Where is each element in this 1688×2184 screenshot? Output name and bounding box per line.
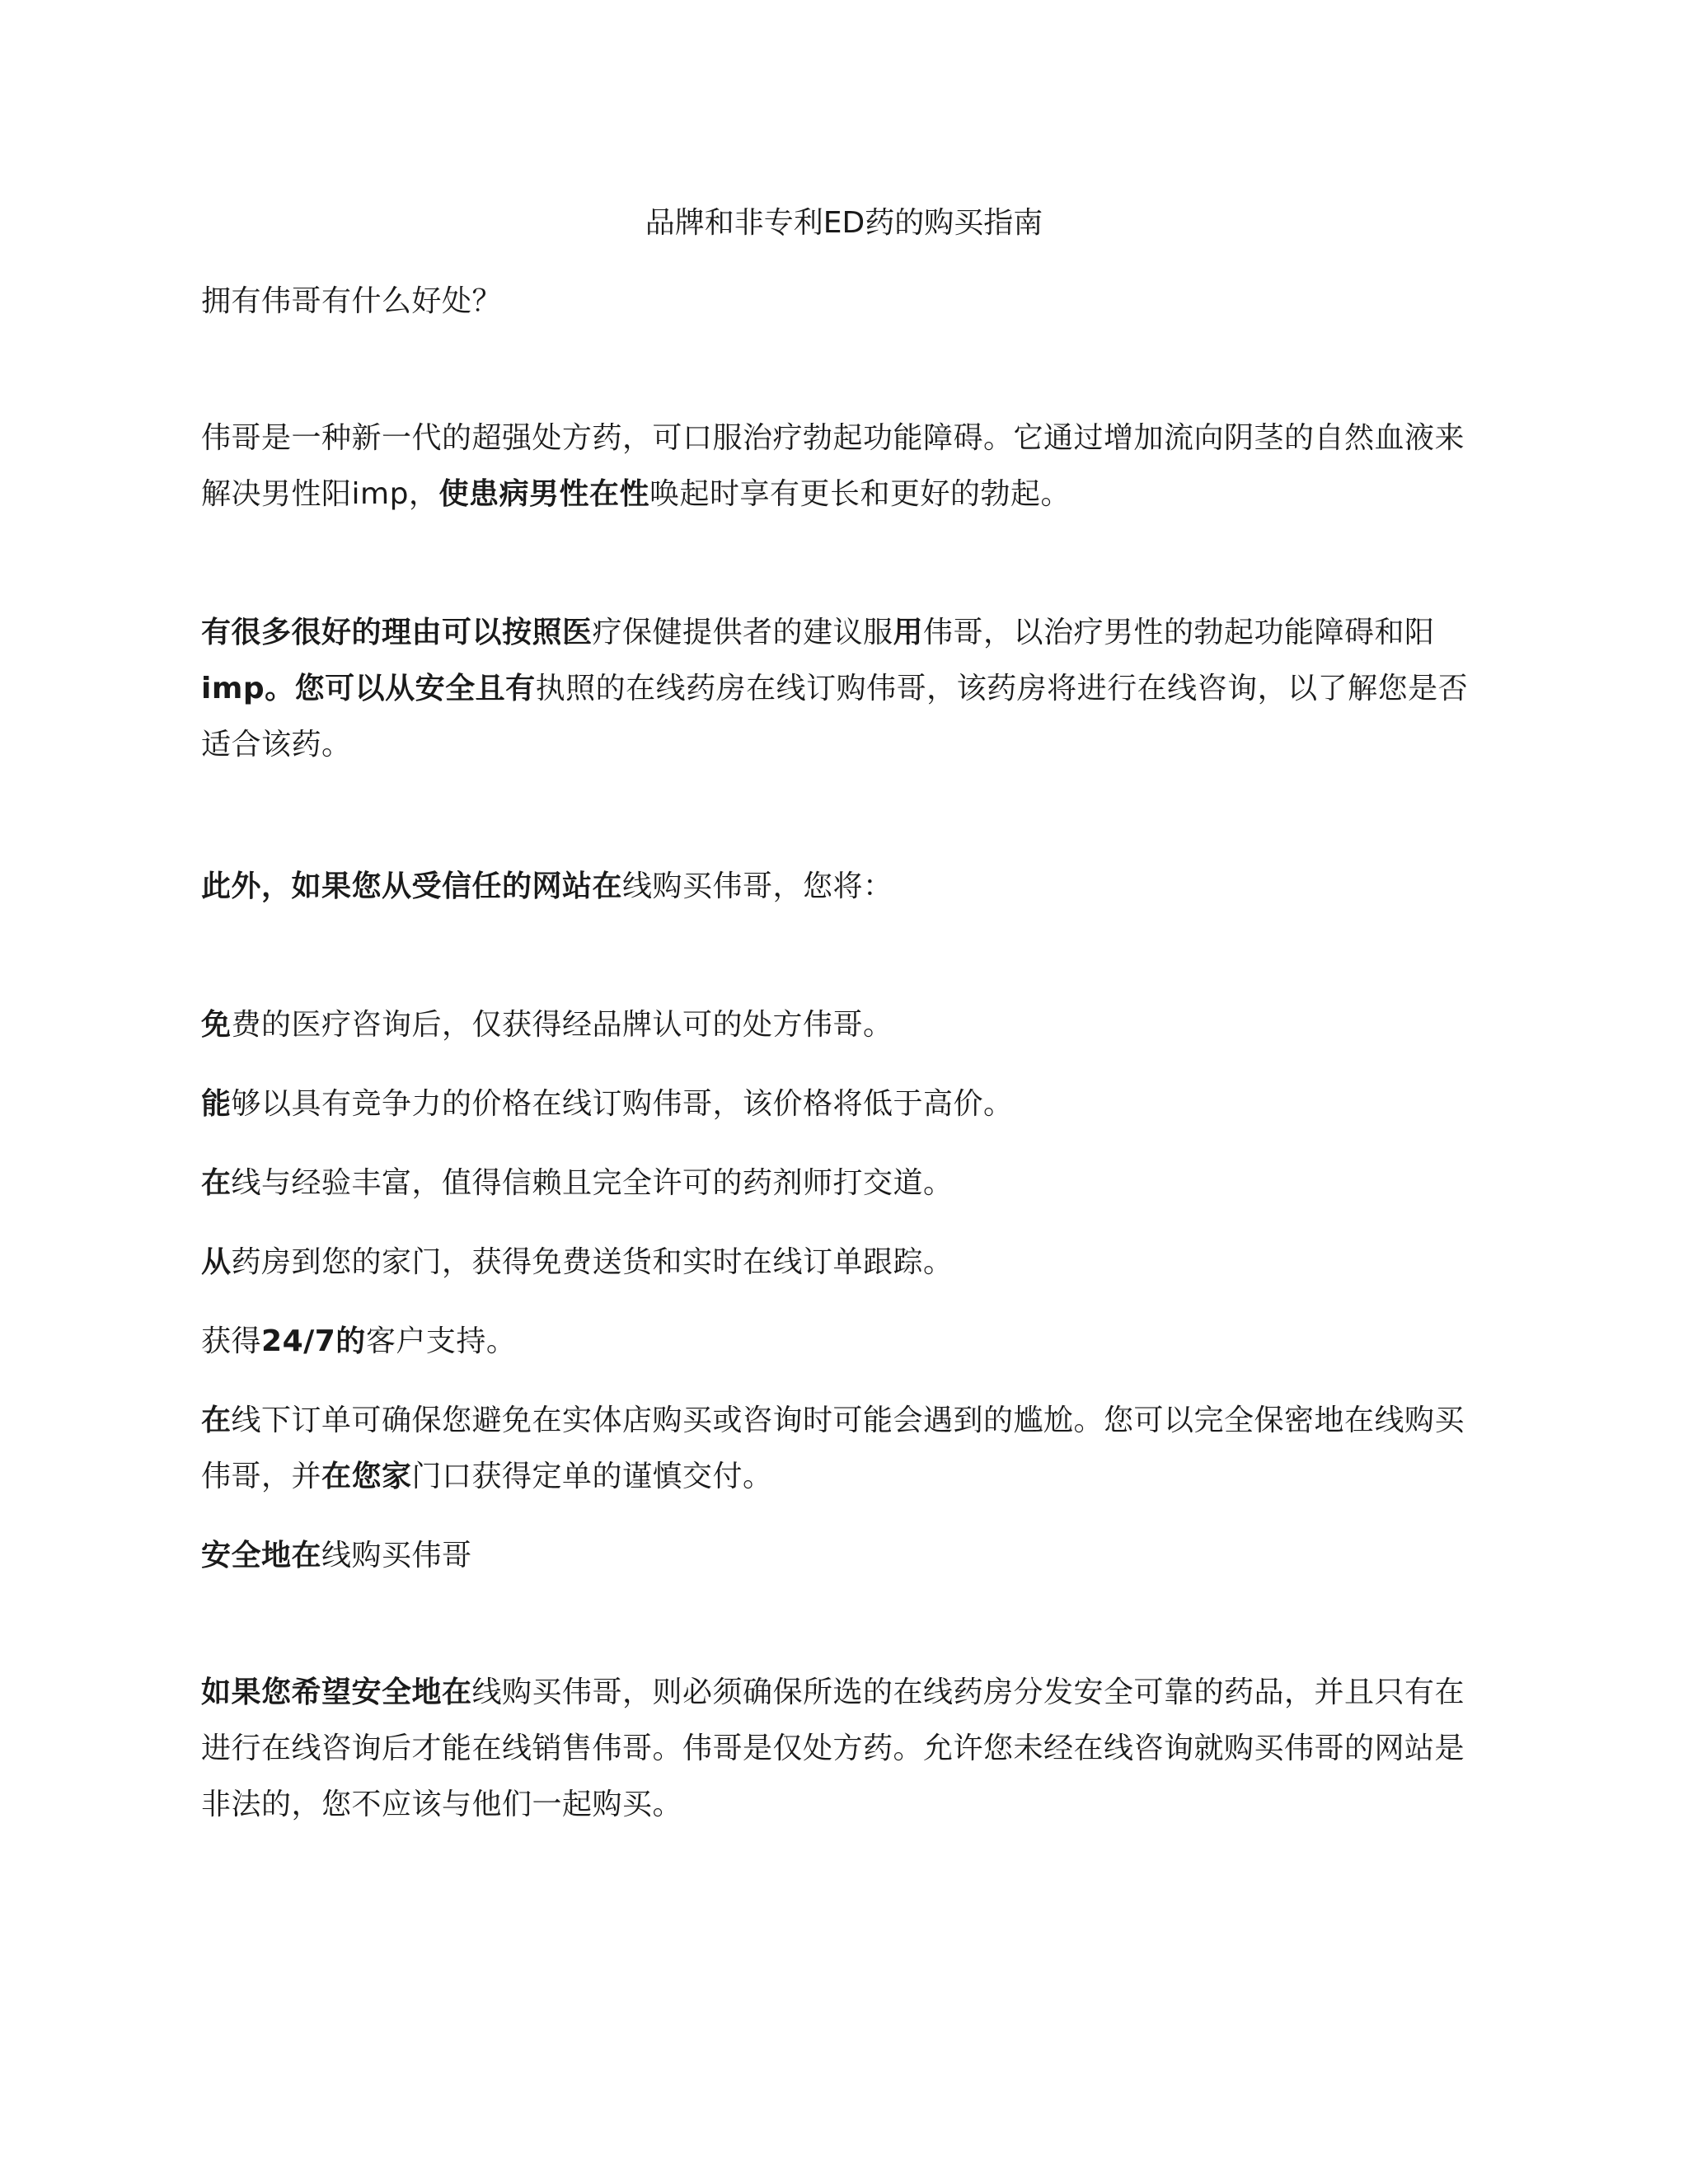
list-item	[201, 1155, 1495, 1212]
paragraph-2-line-1	[201, 605, 1495, 661]
bullet-6-l2-part-c: 门口获得定单的谨慎交付。	[411, 1460, 773, 1493]
paragraph-4-line-2: 进行在线咨询后才能在线销售伟哥。伟哥是仅处方药。允许您未经在线咨询就购买伟哥的网站是	[201, 1732, 1465, 1765]
bullet-6	[201, 1393, 1495, 1505]
bullet-1-text: 费的医疗咨询后，仅获得经品牌认可的处方伟哥。	[231, 1008, 893, 1042]
paragraph-1-line-1: 伟哥是一种新一代的超强处方药，可口服治疗勃起功能障碍。它通过增加流向阴茎的自然血液来	[201, 421, 1465, 455]
list-item	[201, 997, 1495, 1053]
question-text: 拥有伟哥有什么好处？	[201, 284, 503, 318]
p4-l1-rest: 线购买伟哥，则必须确保所选的在线药房分发安全可靠的药品，并且只有在	[471, 1675, 1465, 1709]
list-item	[201, 1235, 1495, 1291]
bullet-2-lead: 能	[201, 1087, 232, 1121]
paragraph-4-line-3: 非法的，您不应该与他们一起购买。	[201, 1788, 683, 1821]
bullet-6-lead: 在	[201, 1404, 232, 1437]
p4-l1-bold: 如果您希望安全地在	[201, 1675, 472, 1709]
p2-l1-bold-c: 用	[893, 616, 924, 649]
bullet-5-part-a: 获得	[201, 1324, 262, 1358]
bullet-4	[201, 1235, 1495, 1291]
bullet-3-text: 线与经验丰富，值得信赖且完全许可的药剂师打交道。	[231, 1166, 954, 1200]
bullet-1-lead: 免	[201, 1008, 232, 1042]
section-heading-line	[201, 1528, 1495, 1584]
paragraph-3-line-1	[201, 859, 1495, 915]
bullet-1	[201, 997, 1495, 1053]
paragraph-4	[201, 1665, 1495, 1833]
bullet-4-lead: 从	[201, 1245, 232, 1279]
p1-l2-part-c: 唤起时享有更长和更好的勃起。	[649, 477, 1071, 511]
section-heading	[201, 1528, 1495, 1584]
p2-l1-part-b: 疗保健提供者的建议服	[592, 616, 893, 649]
bullet-4-text: 药房到您的家门，获得免费送货和实时在线订单跟踪。	[231, 1245, 954, 1279]
bullet-5	[201, 1314, 1495, 1370]
bullet-6-line-2	[201, 1449, 1495, 1505]
bullet-2-text: 够以具有竞争力的价格在线订购伟哥，该价格将低于高价。	[231, 1087, 1014, 1121]
question-heading	[201, 274, 1495, 330]
bullet-6-l2-part-a: 伟哥，并	[201, 1460, 322, 1493]
p2-l1-bold-a: 有很多很好的理由可以按照医	[201, 616, 593, 649]
paragraph-2-line-3: 适合该药。	[201, 728, 352, 762]
paragraph-1	[201, 410, 1495, 523]
bullet-2	[201, 1076, 1495, 1132]
bullet-5-bold: 24/7的	[261, 1324, 366, 1358]
p2-l1-part-d: 伟哥，以治疗男性的勃起功能障碍和阳	[923, 616, 1435, 649]
bullet-6-l2-bold: 在您家	[321, 1460, 412, 1493]
p2-l2-part-b: 执照的在线药房在线订购伟哥，该药房将进行在线咨询，以了解您是否	[535, 672, 1469, 705]
paragraph-1-line-2	[201, 466, 1495, 523]
document-title: 品牌和非专利ED药的购买指南	[645, 206, 1043, 240]
p1-l2-bold: 使患病男性在性	[438, 477, 649, 511]
p3-rest: 线购买伟哥，您将：	[622, 869, 893, 903]
paragraph-3	[201, 859, 1495, 915]
paragraph-2	[201, 605, 1495, 773]
bullet-6-line-1	[201, 1393, 1495, 1449]
bullet-5-part-c: 客户支持。	[365, 1324, 517, 1358]
bullet-6-text: 线下订单可确保您避免在实体店购买或咨询时可能会遇到的尴尬。您可以完全保密地在线购买	[231, 1404, 1465, 1437]
paragraph-2-line-2	[201, 661, 1495, 717]
section-heading-rest: 线购买伟哥	[321, 1539, 472, 1572]
list-item	[201, 1314, 1495, 1370]
p1-l2-part-a: 解决男性阳imp，	[201, 477, 439, 511]
bullet-3	[201, 1155, 1495, 1212]
section-heading-bold: 安全地在	[201, 1539, 322, 1572]
p2-l2-bold: imp。您可以从安全且有	[201, 672, 536, 705]
paragraph-4-line-1	[201, 1665, 1495, 1721]
p3-bold: 此外，如果您从受信任的网站在	[201, 869, 623, 903]
bullet-3-lead: 在	[201, 1166, 232, 1200]
list-item	[201, 1076, 1495, 1132]
